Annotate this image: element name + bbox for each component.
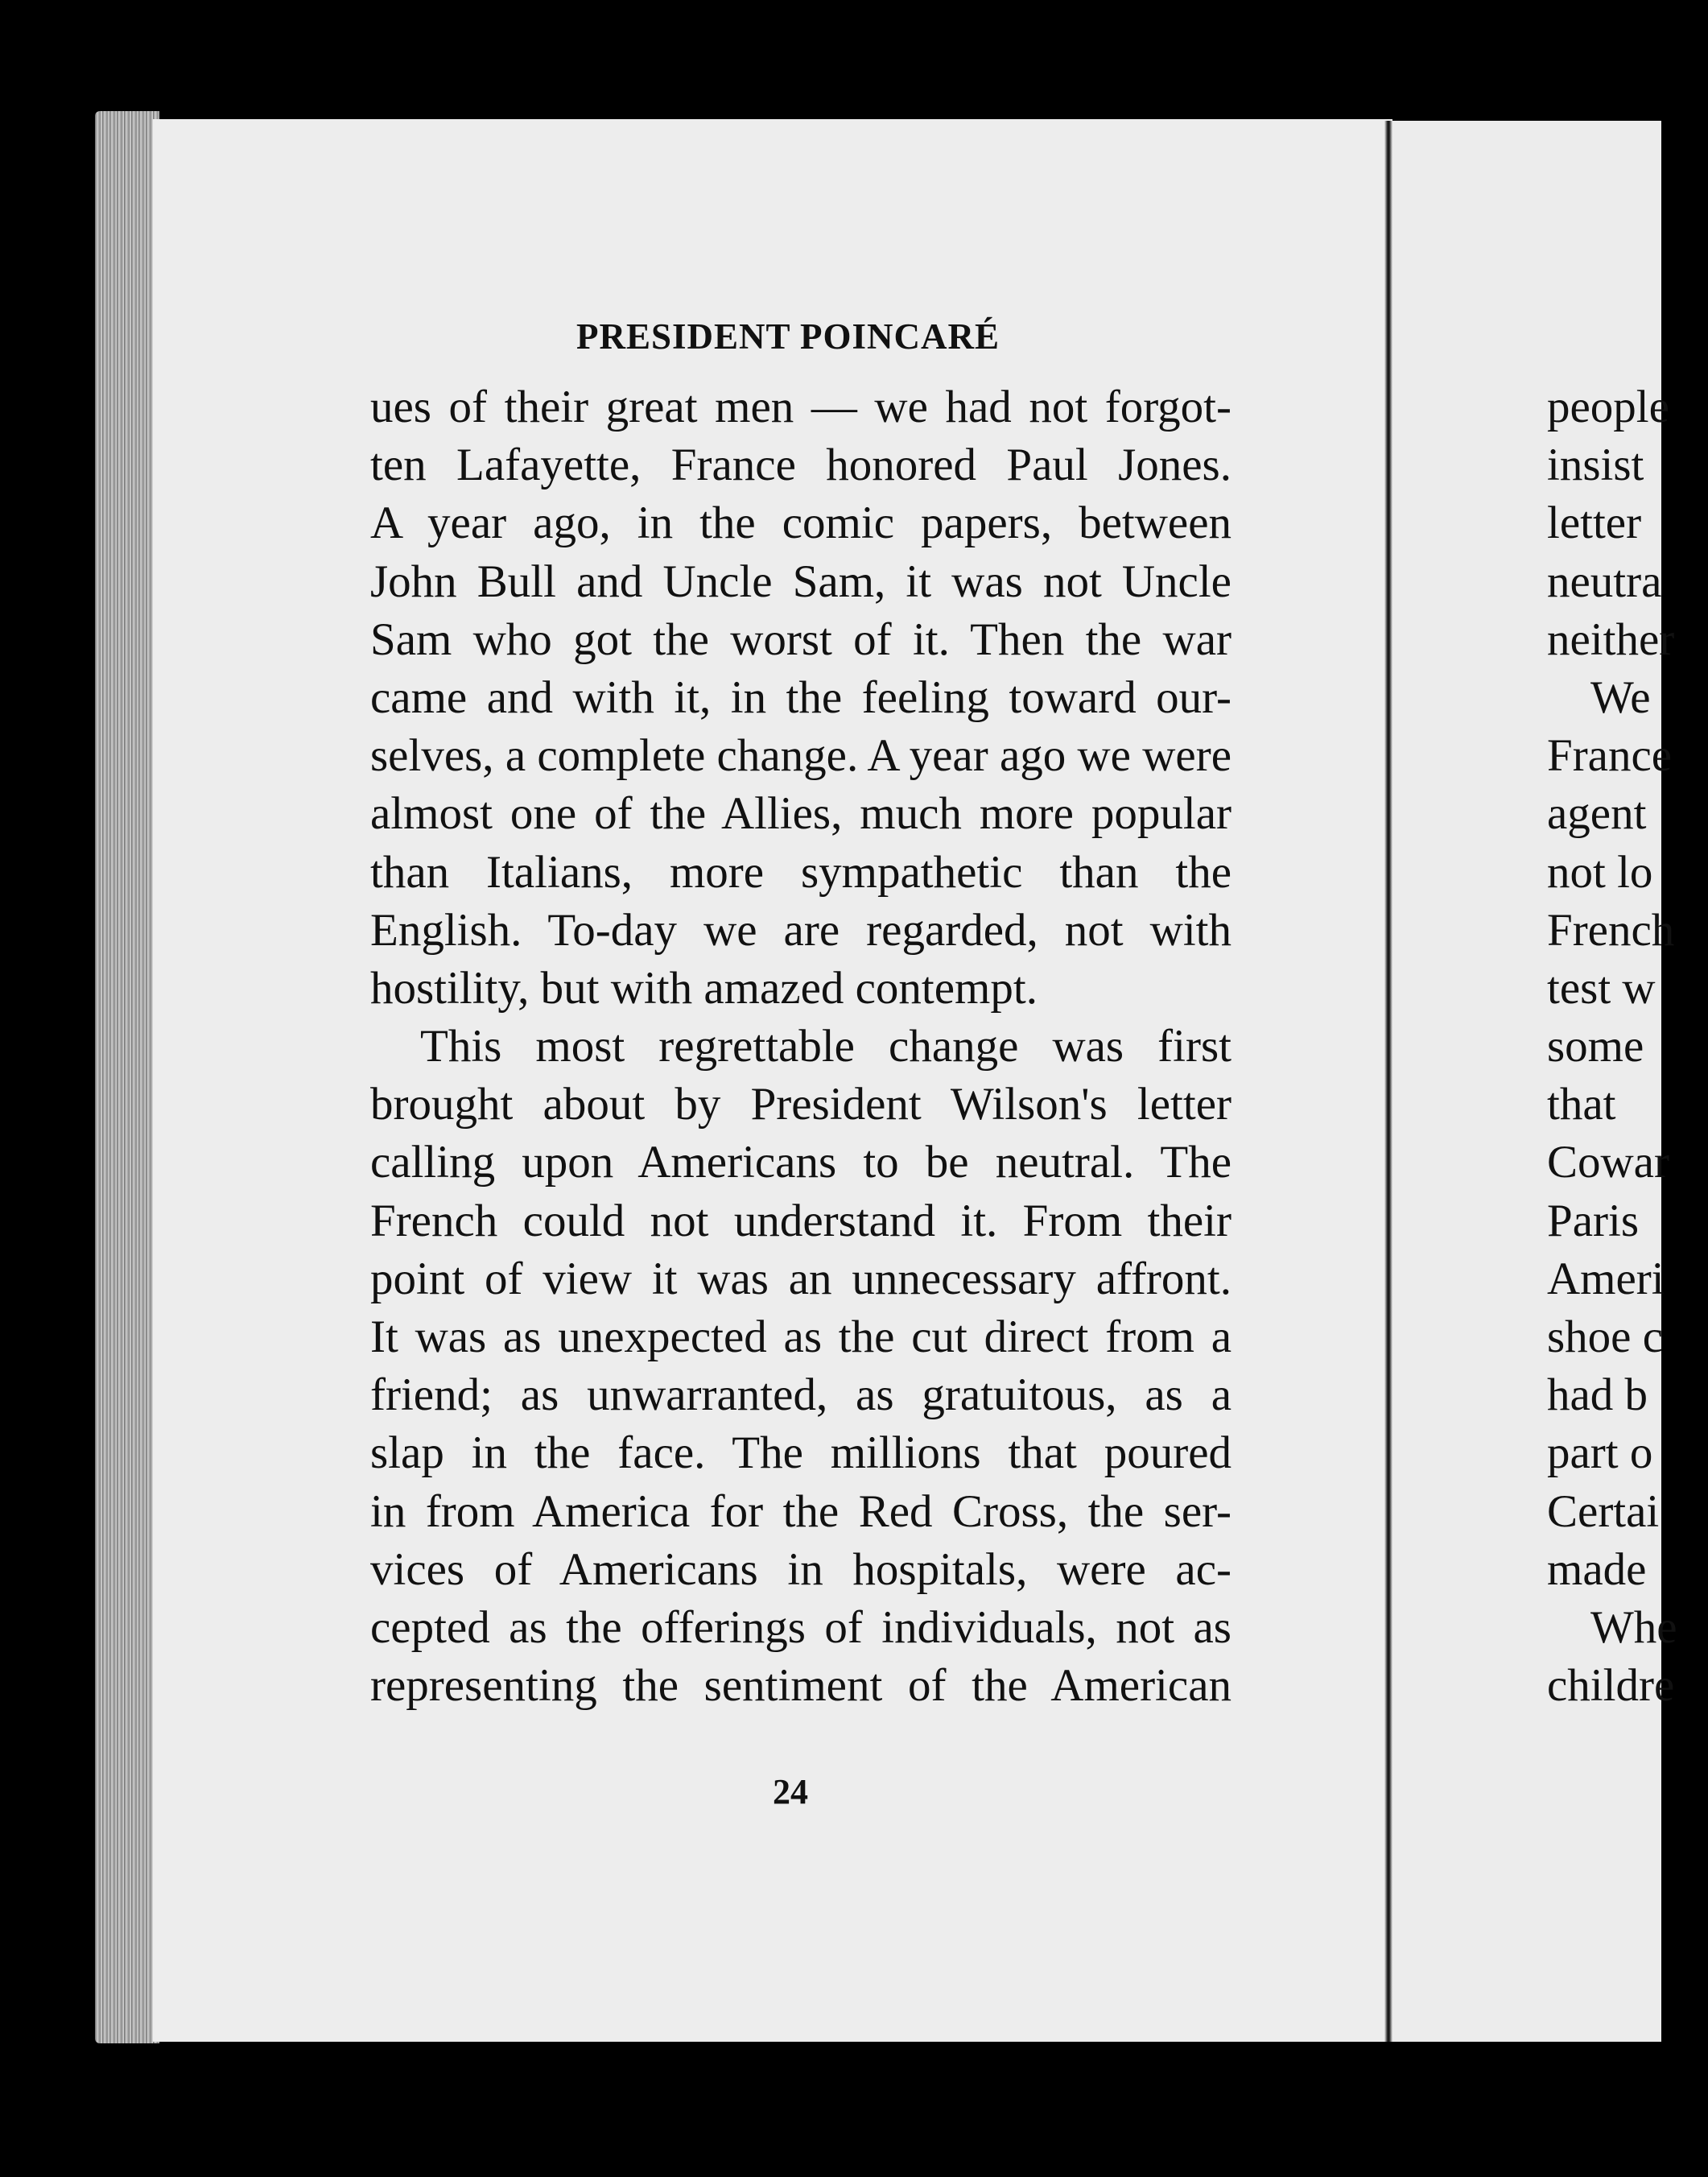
text-line: neither — [1547, 613, 1675, 665]
text-line: part o — [1547, 1427, 1653, 1479]
text-line: Sam who got the worst of it. Then the war — [370, 613, 1231, 665]
text-line: insist — [1547, 440, 1644, 491]
text-line: We — [1590, 671, 1651, 723]
text-line: shoe c — [1547, 1312, 1664, 1362]
text-line: Whe — [1590, 1601, 1677, 1653]
text-line: made — [1547, 1543, 1647, 1595]
text-line: test w — [1547, 962, 1656, 1014]
page-number: 24 — [773, 1772, 808, 1811]
text-line: came and with it, in the feeling toward our- — [370, 671, 1231, 723]
text-line: Cowar — [1547, 1137, 1669, 1188]
page-edges — [95, 111, 159, 2043]
text-line: than Italians, more sympathetic than the — [370, 846, 1231, 898]
text-line: not lo — [1547, 846, 1653, 898]
text-line: It was as unexpected as the cut direct from a — [370, 1312, 1231, 1362]
text-line: selves, a complete change. A year ago we were — [370, 730, 1231, 782]
text-line: A year ago, in the comic papers, between — [370, 498, 1231, 549]
text-line: people — [1547, 382, 1669, 432]
text-line: some — [1547, 1021, 1644, 1072]
text-line: almost one of the Allies, much more popular — [370, 788, 1231, 840]
text-line: French — [1547, 904, 1675, 956]
text-line: in from America for the Red Cross, the ser- — [370, 1485, 1231, 1537]
gutter — [1384, 121, 1392, 2042]
text-line: childre — [1547, 1660, 1675, 1712]
text-line: ues of their great men — we had not forgot- — [370, 382, 1231, 432]
text-line: neutra — [1547, 556, 1662, 607]
text-line: ten Lafayette, France honored Paul Jones. — [370, 440, 1231, 491]
text-line: that — [1547, 1079, 1616, 1130]
text-line: brought about by President Wilson's letter — [370, 1079, 1231, 1130]
text-line: Certai — [1547, 1485, 1660, 1537]
text-line: French could not understand it. From their — [370, 1195, 1231, 1246]
running-head: PRESIDENT POINCARÉ — [576, 316, 1000, 357]
text-line: representing the sentiment of the American — [370, 1660, 1231, 1712]
text-line: John Bull and Uncle Sam, it was not Uncle — [370, 556, 1231, 607]
text-line: vices of Americans in hospitals, were ac- — [370, 1543, 1231, 1595]
left-page-text — [370, 378, 1231, 1715]
text-line: This most regrettable change was first — [420, 1021, 1231, 1072]
text-line: English. To-day we are regarded, not with — [370, 904, 1231, 956]
text-line: agent — [1547, 788, 1647, 840]
text-line: Paris — [1547, 1195, 1639, 1246]
text-line: friend; as unwarranted, as gratuitous, as a — [370, 1369, 1231, 1421]
text-line: France — [1547, 730, 1673, 782]
text-line: letter — [1547, 498, 1642, 549]
text-line: hostility, but with amazed contempt. — [370, 962, 1038, 1014]
text-line: calling upon Americans to be neutral. The — [370, 1137, 1231, 1188]
text-line: point of view it was an unnecessary affront. — [370, 1253, 1231, 1304]
right-page-text — [1547, 378, 1708, 1715]
text-line: cepted as the offerings of individuals, not as — [370, 1601, 1231, 1653]
text-line: had b — [1547, 1369, 1648, 1421]
text-line: slap in the face. The millions that poured — [370, 1427, 1231, 1479]
text-line: Ameri — [1547, 1253, 1665, 1304]
